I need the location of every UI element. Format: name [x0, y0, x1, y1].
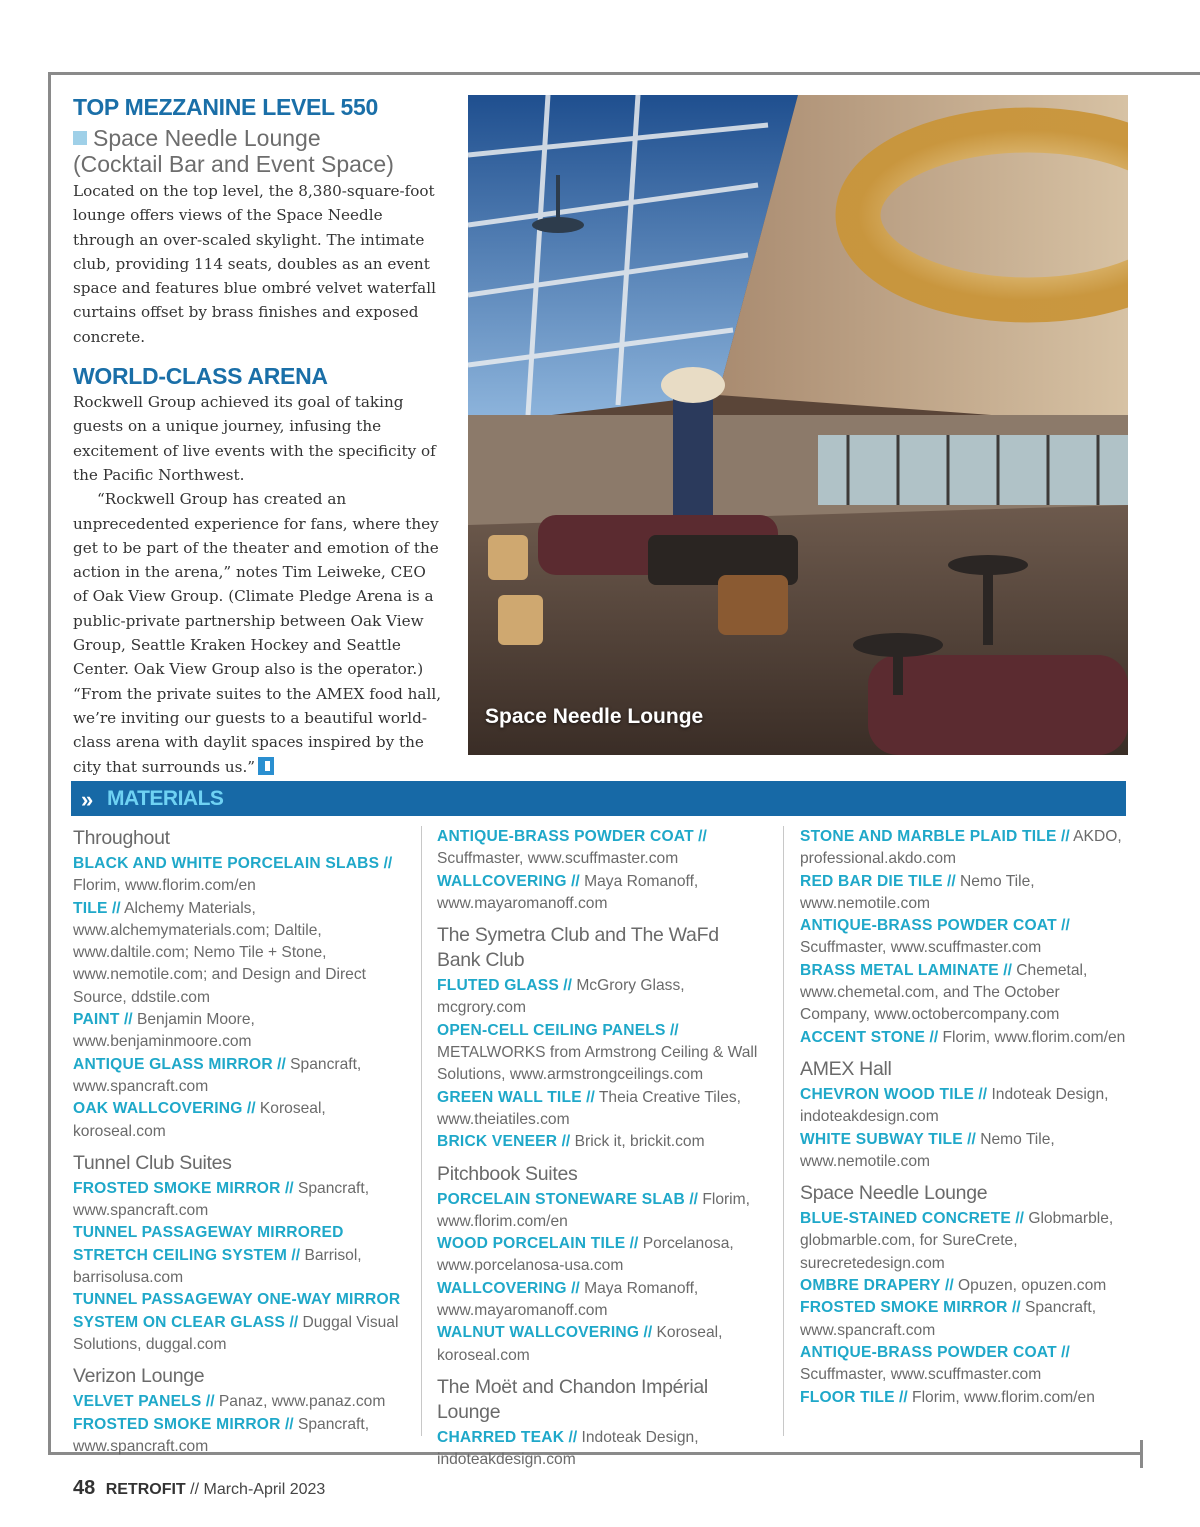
separator: //: [1011, 1299, 1021, 1317]
material-source: Spancraft, www.spancraft.com: [73, 1179, 370, 1220]
material-source: Scuffmaster, www.scuffmaster.com: [800, 939, 1042, 957]
material-source: Nemo Tile, www.nemotile.com: [800, 872, 1035, 912]
separator: //: [123, 1011, 133, 1029]
material-entry: [800, 1208, 1130, 1275]
frame-left-rule: [48, 72, 51, 1455]
subheading-lounge: [73, 125, 443, 177]
material-entry: [800, 1297, 1130, 1342]
material-entry: [800, 871, 1130, 916]
material-source: Indoteak Design, indoteakdesign.com: [437, 1428, 699, 1469]
section-heading: Tunnel Club Suites: [73, 1151, 232, 1174]
frame-top-rule: [48, 72, 1200, 75]
material-item: STONE AND MARBLE PLAID TILE: [800, 828, 1057, 845]
body-paragraph-journey: Rockwell Group achieved its goal of taking guests on a unique journey, infusing the excitement of live events with the specificity of the Pacific Northwest.: [73, 393, 436, 484]
column-divider: [421, 826, 422, 1436]
material-source: Koroseal, koroseal.com: [73, 1100, 326, 1140]
materials-column-1: [73, 826, 413, 1458]
material-entry: [800, 1342, 1130, 1387]
section-heading: AMEX Hall: [800, 1057, 892, 1080]
material-item: CHARRED TEAK: [437, 1428, 565, 1446]
separator: //: [111, 899, 121, 917]
material-entry: [437, 975, 767, 1020]
material-entry: [73, 1098, 413, 1143]
material-source: Florim, www.florim.com/en: [73, 877, 256, 895]
material-source: Panaz, www.panaz.com: [218, 1393, 386, 1411]
material-item: FROSTED SMOKE MIRROR: [800, 1299, 1008, 1317]
material-item: WALLCOVERING: [437, 872, 567, 890]
material-item: WOOD PORCELAIN TILE: [437, 1235, 626, 1253]
material-entry: [437, 1427, 767, 1472]
separator: //: [643, 1324, 653, 1342]
frame-corner-tick: [1140, 1440, 1143, 1468]
separator: //: [1003, 961, 1012, 979]
material-source: Florim, www.florim.com/en: [437, 1190, 750, 1230]
square-bullet-icon: [73, 131, 87, 145]
material-source: Koroseal, koroseal.com: [437, 1324, 723, 1364]
photo-caption: Space Needle Lounge: [485, 705, 704, 728]
material-entry: [73, 898, 413, 1009]
material-source: Spancraft, www.spancraft.com: [73, 1415, 370, 1455]
section-heading: Pitchbook Suites: [437, 1162, 578, 1185]
material-item: TUNNEL PASSAGEWAY MIRRORED STRETCH CEILING SYSTEM: [73, 1224, 344, 1264]
material-entry: [800, 960, 1130, 1027]
material-entry: [800, 915, 1130, 960]
separator: //: [561, 1133, 571, 1151]
material-entry: [73, 1414, 413, 1459]
separator: //: [967, 1130, 976, 1148]
materials-column-3: [800, 826, 1130, 1409]
end-of-story-icon: [258, 757, 274, 775]
column-divider: [783, 826, 784, 1436]
material-source: METALWORKS from Armstrong Ceiling & Wall Solutions, www.armstrongceilings.com: [437, 1044, 758, 1084]
material-entry: [73, 1222, 413, 1289]
material-source: Spancraft, www.spancraft.com: [800, 1299, 1097, 1339]
page-number: 48: [73, 1477, 96, 1499]
separator: //: [563, 977, 572, 995]
material-item: CHEVRON WOOD TILE: [800, 1085, 975, 1103]
material-item: RED BAR DIE TILE: [800, 872, 943, 890]
double-chevron-icon: »: [81, 787, 88, 812]
subheading-line-2: (Cocktail Bar and Event Space): [73, 151, 394, 177]
material-source: Brick it, brickit.com: [574, 1133, 705, 1151]
issue-date: March-April 2023: [203, 1481, 326, 1498]
material-item: PAINT: [73, 1011, 120, 1029]
material-entry: [437, 1189, 767, 1234]
material-source: AKDO, professional.akdo.com: [800, 828, 1122, 868]
material-item: BLACK AND WHITE PORCELAIN SLABS: [73, 855, 380, 872]
material-item: TILE: [73, 899, 108, 917]
section-heading: The Symetra Club and The WaFd Bank Club: [437, 924, 719, 972]
material-source: Scuffmaster, www.scuffmaster.com: [437, 850, 679, 868]
material-entry: [437, 871, 767, 916]
material-item: ANTIQUE-BRASS POWDER COAT: [800, 1343, 1057, 1361]
page-footer: [73, 1477, 325, 1500]
material-source: Chemetal, www.chemetal.com, and The October Company, www.octobercompany.com: [800, 961, 1088, 1024]
material-source: Benjamin Moore, www.benjaminmoore.com: [73, 1011, 255, 1051]
separator: //: [284, 1415, 294, 1433]
material-item: FLUTED GLASS: [437, 977, 559, 995]
material-source: Maya Romanoff, www.mayaromanoff.com: [437, 872, 699, 912]
separator: //: [568, 1428, 578, 1446]
separator: //: [383, 855, 393, 872]
material-item: GREEN WALL TILE: [437, 1088, 582, 1106]
separator: //: [289, 1313, 299, 1331]
material-entry: [437, 1087, 767, 1132]
material-entry: [73, 1391, 413, 1413]
material-entry: [800, 1027, 1130, 1049]
material-entry: [437, 826, 767, 871]
material-entry: [437, 1233, 767, 1278]
intro-column: [73, 94, 443, 779]
material-source: Opuzen, opuzen.com: [958, 1277, 1107, 1295]
material-entry: [437, 1278, 767, 1323]
material-source: Theia Creative Tiles, www.theiatiles.com: [437, 1088, 742, 1128]
separator: //: [698, 828, 707, 845]
separator: //: [586, 1088, 595, 1106]
separator: //: [1015, 1210, 1024, 1228]
separator: //: [205, 1393, 215, 1411]
material-entry: [800, 826, 1130, 871]
magazine-name: RETROFIT: [105, 1481, 186, 1498]
separator: //: [978, 1085, 988, 1103]
separator: //: [1061, 1343, 1070, 1361]
material-entry: [800, 1084, 1130, 1129]
material-item: WALNUT WALLCOVERING: [437, 1324, 640, 1342]
material-source: Scuffmaster, www.scuffmaster.com: [800, 1366, 1042, 1384]
material-item: PORCELAIN STONEWARE SLAB: [437, 1190, 685, 1208]
separator: //: [284, 1179, 294, 1197]
material-entry: [437, 1020, 767, 1087]
material-source: Spancraft, www.spancraft.com: [73, 1055, 362, 1095]
body-paragraph-lounge: Located on the top level, the 8,380-square-foot lounge offers views of the Space Needle through an over-scaled skylight. The intimate club, providing 114 seats, doubles as an event space and features blue ombré velvet waterfall curtains offset by brass finishes and exposed concrete.: [73, 182, 436, 346]
separator: //: [1061, 917, 1070, 935]
material-entry: [800, 1275, 1130, 1297]
section-heading: The Moët and Chandon Impérial Lounge: [437, 1375, 708, 1423]
footer-separator: //: [190, 1481, 200, 1498]
material-item: BRICK VENEER: [437, 1133, 558, 1151]
material-item: ANTIQUE GLASS MIRROR: [73, 1055, 273, 1073]
material-item: OPEN-CELL CEILING PANELS: [437, 1021, 666, 1039]
section-heading: Space Needle Lounge: [800, 1182, 988, 1205]
material-source: McGrory Glass, mcgrory.com: [437, 977, 685, 1017]
material-source: Globmarble, globmarble.com, for SureCrete, surecretedesign.com: [800, 1210, 1114, 1272]
material-source: Alchemy Materials, www.alchemymaterials.com; Daltile, www.daltile.com; Nemo Tile + Stone, www.nemotile.com; and Design and Direct Source, ddstile.com: [73, 899, 366, 1006]
material-item: VELVET PANELS: [73, 1393, 202, 1411]
material-item: ANTIQUE-BRASS POWDER COAT: [800, 917, 1057, 935]
material-entry: [437, 1322, 767, 1367]
separator: //: [945, 1277, 954, 1295]
material-item: ANTIQUE-BRASS POWDER COAT: [437, 828, 694, 845]
separator: //: [277, 1055, 286, 1073]
separator: //: [571, 1279, 580, 1297]
quote-text: “Rockwell Group has created an unprecedented experience for fans, where they get to be part of the theater and emotion of the action in the arena,” notes Tim Leiweke, CEO of Oak View Group. (Climate Pledge Arena is a public-private partnership between Oak View Group, Seattle Kraken Hockey and Seattle Center. Oak View Group also is the operator.) “From the private suites to the AMEX food hall, we’re inviting our guests to a beautiful world-class arena with daylit spaces inspired by the city that surrounds us.”: [73, 490, 442, 776]
separator: //: [689, 1190, 698, 1208]
lounge-illustration: [468, 95, 1128, 755]
material-item: BRASS METAL LAMINATE: [800, 961, 999, 979]
material-entry: [73, 1054, 413, 1099]
material-item: WHITE SUBWAY TILE: [800, 1130, 963, 1148]
material-entry: [800, 1387, 1130, 1409]
section-heading-arena: WORLD-CLASS ARENA: [73, 363, 328, 390]
material-item: ACCENT STONE: [800, 1028, 926, 1046]
materials-column-2: [437, 826, 767, 1472]
separator: //: [629, 1235, 639, 1253]
material-item: OAK WALLCOVERING: [73, 1100, 243, 1118]
material-item: OMBRE DRAPERY: [800, 1277, 941, 1295]
material-source: Florim, www.florim.com/en: [942, 1028, 1126, 1046]
separator: //: [947, 872, 956, 890]
photo-space-needle-lounge: [468, 95, 1128, 755]
material-source: Florim, www.florim.com/en: [912, 1388, 1095, 1406]
separator: //: [669, 1021, 679, 1039]
section-heading: Verizon Lounge: [73, 1365, 205, 1388]
material-source: Barrisol, barrisolusa.com: [73, 1246, 362, 1287]
material-entry: [800, 1129, 1130, 1174]
material-source: Indoteak Design, indoteakdesign.com: [800, 1085, 1109, 1126]
material-entry: [437, 1131, 767, 1153]
section-heading-mezzanine: TOP MEZZANINE LEVEL 550: [73, 94, 378, 120]
separator: //: [246, 1100, 256, 1118]
material-source: Nemo Tile, www.nemotile.com: [800, 1130, 1055, 1170]
material-item: WALLCOVERING: [437, 1279, 567, 1297]
materials-banner: [71, 781, 1126, 816]
material-source: Porcelanosa, www.porcelanosa-usa.com: [437, 1235, 734, 1275]
separator: //: [929, 1028, 939, 1046]
separator: //: [1060, 828, 1070, 845]
material-entry: [73, 1178, 413, 1223]
separator: //: [899, 1388, 908, 1406]
section-heading: Throughout: [73, 827, 170, 849]
material-item: FROSTED SMOKE MIRROR: [73, 1179, 281, 1197]
material-item: FLOOR TILE: [800, 1388, 895, 1406]
material-source: Maya Romanoff, www.mayaromanoff.com: [437, 1279, 699, 1320]
material-entry: [73, 853, 413, 898]
separator: //: [571, 872, 580, 890]
material-item: TUNNEL PASSAGEWAY ONE-WAY MIRROR SYSTEM ON CLEAR GLASS: [73, 1291, 401, 1331]
material-entry: [73, 1289, 413, 1356]
material-item: FROSTED SMOKE MIRROR: [73, 1415, 281, 1433]
body-paragraph-quote: [73, 487, 443, 779]
material-entry: [73, 1009, 413, 1054]
subheading-line-1: Space Needle Lounge: [93, 125, 321, 151]
materials-title: MATERIALS: [107, 787, 224, 810]
separator: //: [291, 1246, 301, 1264]
material-item: BLUE-STAINED CONCRETE: [800, 1210, 1011, 1228]
material-source: Duggal Visual Solutions, duggal.com: [73, 1313, 399, 1353]
